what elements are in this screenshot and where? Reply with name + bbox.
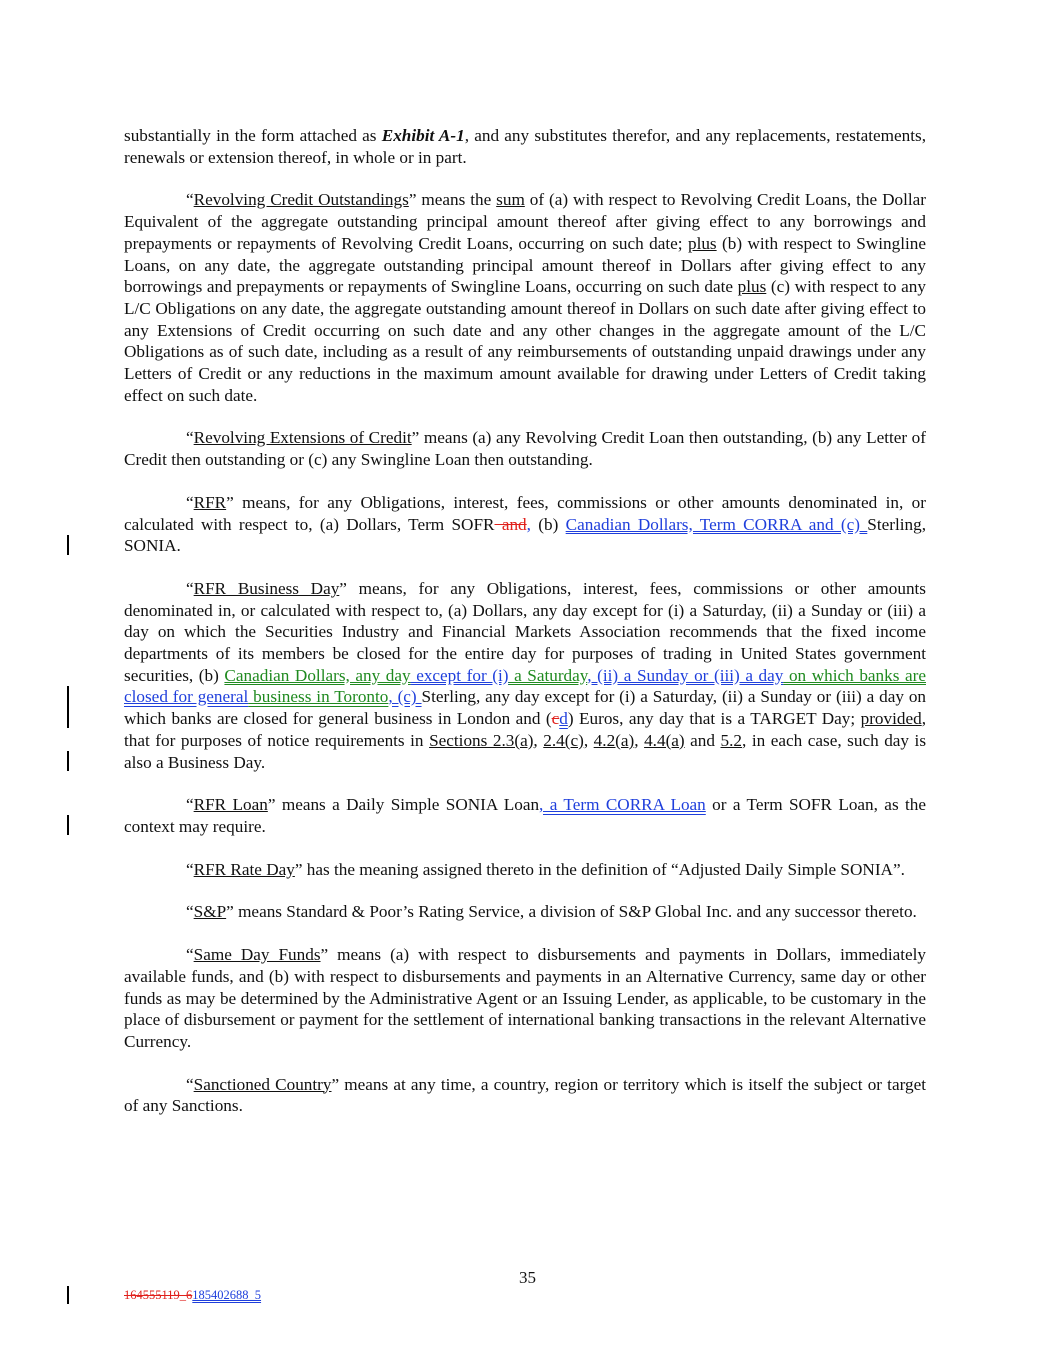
deleted-text: c: [551, 709, 560, 729]
defined-term: RFR Business Day: [193, 578, 340, 598]
deleted-text: and: [494, 514, 527, 534]
quote-open: “: [186, 190, 194, 210]
text: ,: [634, 730, 645, 750]
inserted-text: , (ii) a Sunday or (iii) a day: [587, 665, 784, 685]
quote-open: “: [186, 902, 194, 922]
text: ” means the: [408, 190, 497, 210]
text: Sterling, SONIA.: [124, 514, 927, 556]
definition-same-day-funds: [124, 944, 926, 1053]
defined-term: Sanctioned Country: [193, 1074, 332, 1094]
exhibit-reference: Exhibit A-1: [381, 126, 465, 145]
text: ” means Standard & Poor’s Rating Service, a division of S&P Global Inc. and any successor thereto.: [226, 902, 917, 922]
moved-text: a Saturday: [508, 665, 588, 685]
section-reference: 4.2(a): [593, 730, 635, 750]
definition-rfr-loan: [124, 794, 926, 837]
text: ” has the meaning assigned thereto in the definition of “Adjusted Daily Simple SONIA”.: [294, 859, 905, 879]
quote-open: “: [186, 795, 194, 815]
inserted-doc-id: 185402688_5: [192, 1288, 262, 1302]
section-reference: 5.2: [720, 730, 743, 750]
defined-term: S&P: [193, 902, 227, 922]
change-bar: [67, 815, 69, 835]
text: ,: [533, 730, 544, 750]
text: , that for purposes of notice requirements in: [124, 709, 926, 750]
section-reference: Sections 2.3(a): [429, 730, 534, 750]
text: ” means, for any Obligations, interest, fees, commissions or other amounts denominated in, or calculated with respect to, (a) Dollars, Term SOFR: [124, 492, 926, 534]
quote-open: “: [186, 578, 194, 598]
defined-term: Revolving Extensions of Credit: [193, 428, 412, 448]
definition-revolving-extensions-of-credit: [124, 427, 926, 470]
inserted-text: Canadian Dollars, Term CORRA and (c): [565, 514, 868, 534]
text: substantially in the form attached as: [124, 126, 382, 145]
quote-open: “: [186, 428, 194, 448]
underlined-word: provided: [860, 709, 922, 729]
inserted-text: except for (i): [410, 665, 509, 685]
moved-text: business in Toronto: [248, 687, 389, 707]
definition-rfr-business-day: [124, 578, 926, 773]
definition-s-and-p: [124, 901, 926, 923]
section-reference: 4.4(a): [644, 730, 685, 750]
defined-term: RFR Rate Day: [193, 859, 295, 879]
definition-revolving-credit-outstandings: [124, 189, 926, 406]
text: Sterling, any day except for (i) a Saturday, (ii) a Sunday or (iii) a day on which banks are closed for general business in London and (: [124, 687, 927, 729]
quote-open: “: [186, 945, 194, 965]
defined-term: Revolving Credit Outstandings: [193, 190, 409, 210]
page-number: 35: [519, 1268, 536, 1287]
deleted-doc-id: 164555119_6: [124, 1288, 193, 1302]
section-reference: 2.4(c): [543, 730, 584, 750]
text: ” means (a) any Revolving Credit Loan then outstanding, (b) any Letter of Credit then outstanding or (c) any Swingline Loan then outstanding.: [124, 428, 926, 470]
text: of (a) with respect to Revolving Credit Loans, the Dollar Equivalent of the aggregate outstanding principal amount thereof after giving effect to any borrowings and prepayments or repayments of Revolving Credit Loans, occurring on such date;: [124, 190, 926, 253]
text: , and any substitutes therefor, and any replacements, restatements, renewals or extension thereof, in whole or in part.: [124, 126, 926, 167]
text: (b) with respect to Swingline Loans, on any date, the aggregate outstanding principal amount thereof in Dollars after giving effect to any borrowings and prepayments or repayments of Swingline Loans, occurring on such date: [124, 233, 926, 297]
defined-term: RFR: [193, 492, 227, 512]
text: ,: [583, 730, 594, 750]
text: ” means, for any Obligations, interest, fees, commissions or other amounts denominated in, or calculated with respect to, (a) Dollars, any day except for (i) a Saturday, (ii) a Sunday or (iii) a day on which the Securities Industry and Financial Markets Association recommends that the fixed income departments of its members be closed for the entire day for purposes of trading in United States government securities, (b): [124, 578, 927, 685]
quote-open: “: [186, 492, 194, 512]
quote-open: “: [186, 1074, 194, 1094]
text: (b): [530, 514, 566, 534]
definition-rfr: [124, 492, 926, 557]
change-bar: [67, 751, 69, 771]
change-bar: [67, 686, 69, 728]
change-bar: [67, 535, 69, 555]
text: (c) with respect to any L/C Obligations on any date, the aggregate outstanding amount thereof in Dollars on such date after giving effect to any Extensions of Credit occurring on such date and any other changes in the aggregate amount of the L/C Obligations as of such date, including as a result of any reimbursements of outstanding unpaid drawings under any Letters of Credit or any reductions in the maximum amount available for drawing under Letters of Credit taking effect on such date.: [124, 277, 926, 405]
document-body: [124, 125, 926, 1138]
underlined-word: plus: [687, 233, 717, 253]
underlined-word: plus: [737, 277, 767, 297]
change-bar: [67, 1286, 69, 1304]
moved-text: Canadian Dollars, any day: [224, 665, 411, 685]
inserted-text: , a Term CORRA Loan: [539, 795, 706, 815]
inserted-text: d: [559, 709, 568, 729]
text: ” means at any time, a country, region or territory which is itself the subject or target of any Sanctions.: [124, 1074, 926, 1116]
text: , in each case, such day is also a Business Day.: [124, 730, 927, 772]
document-id: [124, 1288, 261, 1303]
inserted-text: ,: [526, 514, 531, 534]
text: or a Term SOFR Loan, as the context may require.: [124, 795, 927, 836]
definition-rfr-rate-day: [124, 859, 926, 881]
inserted-text: , (c): [388, 687, 422, 707]
quote-open: “: [186, 859, 194, 879]
underlined-word: sum: [496, 190, 525, 210]
definition-sanctioned-country: [124, 1074, 926, 1117]
text: ” means a Daily Simple SONIA Loan: [267, 795, 540, 815]
text: ” means (a) with respect to disbursements and payments in Dollars, immediately available funds, and (b) with respect to disbursements and payments in an Alternative Currency, same day or other funds as may be determined by the Administrative Agent or an Issuing Lender, as applicable, to be customary in the place of disbursement or payment for the settlement of international banking transactions in the relevant Alternative Currency.: [124, 945, 926, 1051]
defined-term: Same Day Funds: [193, 945, 321, 965]
moved-text: on which banks are: [783, 665, 926, 685]
text: ) Euros, any day that is a TARGET Day;: [567, 709, 861, 729]
inserted-text: closed for general: [124, 687, 249, 707]
defined-term: RFR Loan: [193, 795, 268, 815]
paragraph-exhibit-reference: [124, 125, 926, 168]
text: and: [684, 730, 721, 750]
